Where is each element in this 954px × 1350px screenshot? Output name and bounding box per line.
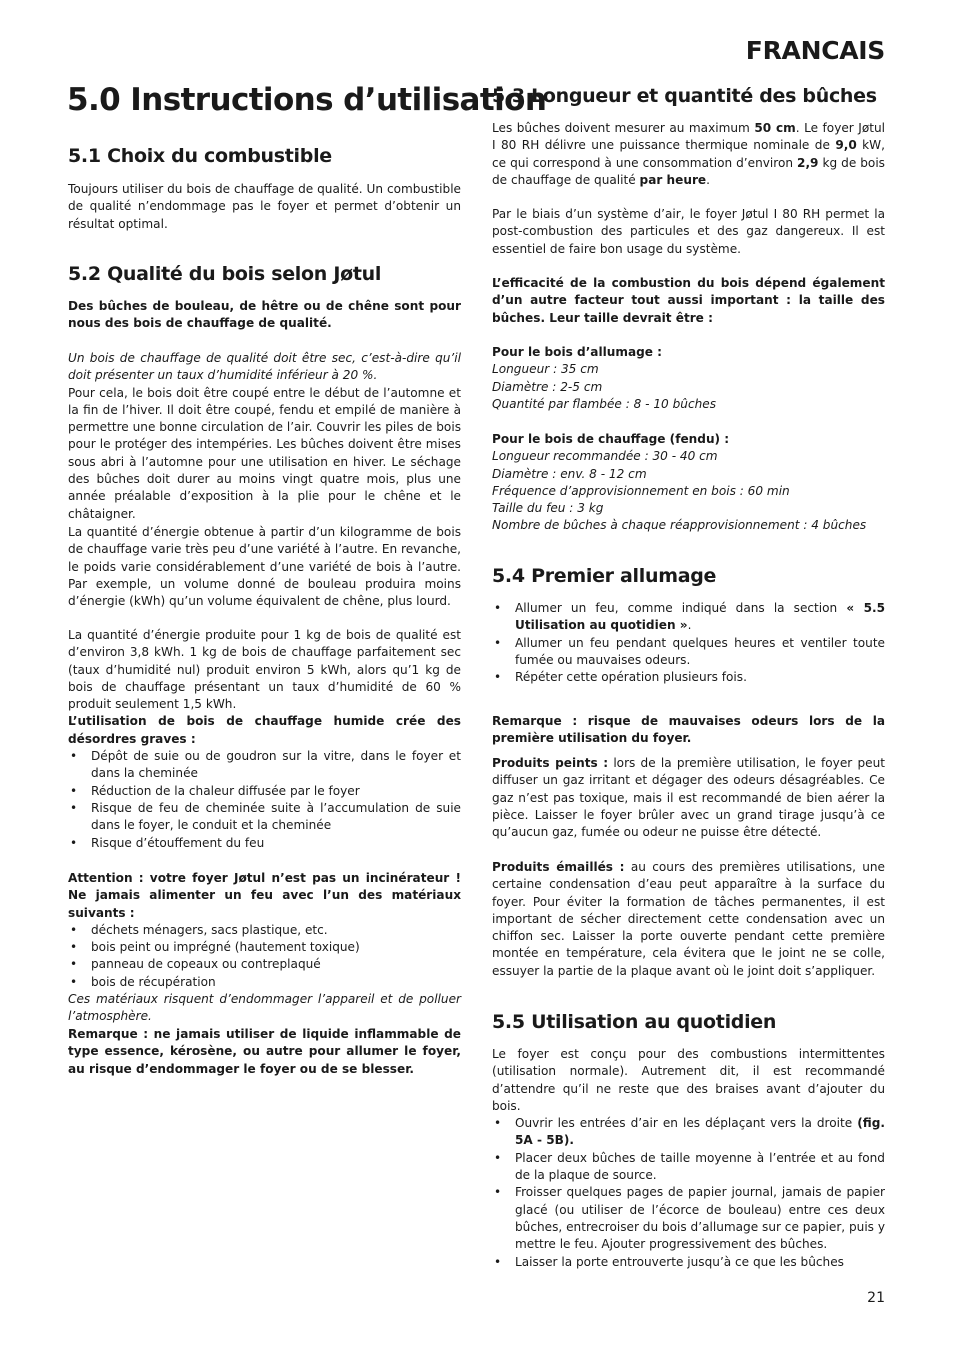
section-5-2-energy-2 bbox=[68, 627, 461, 852]
kindling-label: Pour le bois d’allumage : bbox=[492, 345, 663, 359]
paragraph: Par le biais d’un système d’air, le foyer Jøtul I 80 RH permet la post-combustion des particules et des gaz dangereux. Il est essentiel de faire bon usage du système. bbox=[492, 207, 885, 256]
list-item: • Allumer un feu, comme indiqué dans la section « 5.5 Utilisation au quotidien ». bbox=[492, 600, 885, 635]
list-item: • Risque de feu de cheminée suite à l’accumulation de suie dans le foyer, le conduit et la cheminée bbox=[68, 800, 461, 835]
paragraph: Pour cela, le bois doit être coupé entre le début de l’automne et la fin de l’hiver. Il doit être coupé, fendu et empilé de manière à permettre une bonne circulation de l’air. Couvrir les piles de bois pour le protéger des intempéries. Les bûches doivent être mises sous abri à l’automne pour une utilisation en hiver. Le séchage des bûches doit durer au moins vingt quatre mois, plus une année préalable d’exposition à la plie pour le chêne et le châtaigner. bbox=[68, 385, 461, 521]
paragraph: Le foyer est conçu pour des combustions intermittentes (utilisation normale). Autrement dit, il est recommandé d’attendre qu’il ne reste que des braises avant d’ajouter du bois. bbox=[492, 1047, 885, 1113]
section-5-2-remark bbox=[68, 1026, 461, 1078]
section-heading-5-2: 5.2 Qualité du bois selon Jøtul bbox=[68, 263, 382, 285]
list-item: • panneau de copeaux ou contreplaqué bbox=[68, 956, 461, 973]
paragraph-italic: Ces matériaux risquent d’endommager l’appareil et de polluer l’atmosphère. bbox=[68, 992, 461, 1024]
paragraph: Les bûches doivent mesurer au maximum 50 cm. Le foyer Jøtul I 80 RH délivre une puissance thermique nominale de 9,0 kW, ce qui correspond à une consommation d’environ 2,9 kg de bois de chauffage de qualité par heure. bbox=[492, 121, 885, 187]
paragraph: Produits émaillés : au cours des premières utilisations, une certaine condensation d’eau peut apparaître à la surface du foyer. Pour éviter la formation de tâches permanentes, il est important de sécher directement cette condensation avec un chiffon sec. Laisser la porte ouverte pendant cette première montée en température, cela évitera que le joint ne se colle, essuyer la partie de la plaque avant où le joint doit s’appliquer. bbox=[492, 860, 885, 978]
section-5-3-body bbox=[492, 120, 885, 189]
paragraph: La quantité d’énergie produite pour 1 kg de bois de qualité est d’environ 3,8 kWh. 1 kg de bois de chauffage parfaitement sec (taux d’humidité nul) produit environ 5 kWh, alors qu’1 kg de bois de chauffage présentant un taux d’humidité de 60 % produit seulement 1,5 kWh. bbox=[68, 628, 461, 712]
language-label: FRANCAIS bbox=[745, 36, 885, 65]
section-5-2-intro bbox=[68, 298, 461, 333]
list-item: • Risque d’étouffement du feu bbox=[68, 835, 461, 852]
section-5-4-enamel bbox=[492, 859, 885, 980]
section-5-3-kindling bbox=[492, 344, 885, 413]
paragraph: Toujours utiliser du bois de chauffage de qualité. Un combustible de qualité n’endommage pas le foyer et permet d’obtenir un résultat optimal. bbox=[68, 182, 461, 231]
section-5-4-note bbox=[492, 713, 885, 748]
paragraph-bold: L’efficacité de la combustion du bois dépend également d’un autre facteur tout aussi important : la taille des bûches. Leur taille devrait être : bbox=[492, 276, 885, 325]
section-5-4-painted bbox=[492, 755, 885, 841]
firewood-label: Pour le bois de chauffage (fendu) : bbox=[492, 432, 730, 446]
paragraph-bold: Remarque : ne jamais utiliser de liquide inflammable de type essence, kérosène, ou autre pour allumer le foyer, au risque d’endommager le foyer ou de se blesser. bbox=[68, 1027, 461, 1076]
paragraph-bold: Des bûches de bouleau, de hêtre ou de chêne sont pour nous des bois de chauffage de qualité. bbox=[68, 299, 461, 331]
paragraph: La quantité d’énergie obtenue à partir d’un kilogramme de bois de chauffage varie très peu d’une variété à l’autre. En revanche, le poids varie considérablement d’une variété de bois à l’autre. Par exemple, un volume donné de bouleau produira moins d’énergie (kWh) qu’un volume équivalent de chêne, plus lourd. bbox=[68, 525, 461, 609]
section-5-5-body bbox=[492, 1046, 885, 1271]
section-heading-5-3: 5.3 Longueur et quantité des bûches bbox=[492, 85, 877, 107]
section-5-2-energy bbox=[68, 524, 461, 610]
list-item: • Placer deux bûches de taille moyenne à l’entrée et au fond de la plaque de source. bbox=[492, 1150, 885, 1185]
list-item: • Réduction de la chaleur diffusée par le foyer bbox=[68, 783, 461, 800]
list-item: • Dépôt de suie ou de goudron sur la vitre, dans le foyer et dans la cheminée bbox=[68, 748, 461, 783]
list-wet-wood-risks bbox=[68, 748, 461, 852]
kindling-item: Quantité par flambée : 8 - 10 bûches bbox=[492, 396, 716, 411]
firewood-item: Longueur recommandée : 30 - 40 cm bbox=[492, 449, 718, 464]
section-5-2-warning bbox=[68, 870, 461, 1026]
list-item: • Répéter cette opération plusieurs fois. bbox=[492, 669, 885, 686]
page-number: 21 bbox=[867, 1290, 885, 1306]
paragraph: Produits peints : lors de la première utilisation, le foyer peut diffuser un gaz irritant et dégager des odeurs désagréables. Ce gaz n’est pas toxique, mais il est recommandé de bien aérer la pièce. Laisser le foyer brûler avec un grand tirage jusqu’à ce qu’aucun gaz, fumée ou odeur ne puisse être détecté. bbox=[492, 756, 885, 840]
list-item: • Froisser quelques pages de papier journal, jamais de papier glacé (ou utiliser de l’écorce de bouleau) entre ces deux bûches, entrecroiser du bois d’allumage sur ce papier, puis y mettre le feu. Ajouter progressivement des bûches. bbox=[492, 1184, 885, 1253]
firewood-item: Fréquence d’approvisionnement en bois : 60 min bbox=[492, 483, 790, 498]
list-item: • déchets ménagers, sacs plastique, etc. bbox=[68, 922, 461, 939]
page-title: 5.0 Instructions d’utilisation bbox=[67, 82, 547, 118]
list-item: • bois de récupération bbox=[68, 974, 461, 991]
firewood-item: Diamètre : env. 8 - 12 cm bbox=[492, 466, 647, 481]
list-daily-use bbox=[492, 1115, 885, 1271]
list-item: • bois peint ou imprégné (hautement toxique) bbox=[68, 939, 461, 956]
firewood-item: Nombre de bûches à chaque réapprovisionnement : 4 bûches bbox=[492, 518, 867, 533]
list-item: • Laisser la porte entrouverte jusqu’à ce que les bûches bbox=[492, 1254, 885, 1271]
list-item: • Allumer un feu pendant quelques heures et ventiler toute fumée ou mauvaises odeurs. bbox=[492, 635, 885, 670]
section-5-2-body bbox=[68, 350, 461, 523]
section-heading-5-4: 5.4 Premier allumage bbox=[492, 565, 717, 587]
firewood-item: Taille du feu : 3 kg bbox=[492, 501, 604, 516]
section-5-3-size bbox=[492, 275, 885, 327]
paragraph-bold: L’utilisation de bois de chauffage humide crée des désordres graves : bbox=[68, 714, 461, 746]
paragraph-bold: Remarque : risque de mauvaises odeurs lors de la première utilisation du foyer. bbox=[492, 714, 885, 746]
section-heading-5-5: 5.5 Utilisation au quotidien bbox=[492, 1011, 777, 1033]
paragraph-bold: Attention : votre foyer Jøtul n’est pas un incinérateur ! Ne jamais alimenter un feu avec l’un des matériaux suivants : bbox=[68, 871, 461, 920]
section-5-1-body bbox=[68, 181, 461, 233]
section-5-4-steps bbox=[492, 600, 885, 686]
kindling-item: Longueur : 35 cm bbox=[492, 362, 599, 377]
list-forbidden-materials bbox=[68, 922, 461, 991]
section-heading-5-1: 5.1 Choix du combustible bbox=[68, 145, 332, 167]
section-5-3-firewood bbox=[492, 431, 885, 535]
section-5-3-air bbox=[492, 206, 885, 258]
paragraph-italic: Un bois de chauffage de qualité doit être sec, c’est-à-dire qu’il doit présenter un taux d’humidité inférieur à 20 %. bbox=[68, 351, 461, 383]
list-first-firing bbox=[492, 600, 885, 686]
kindling-item: Diamètre : 2-5 cm bbox=[492, 379, 603, 394]
list-item: • Ouvrir les entrées d’air en les déplaçant vers la droite (fig. 5A - 5B). bbox=[492, 1115, 885, 1150]
